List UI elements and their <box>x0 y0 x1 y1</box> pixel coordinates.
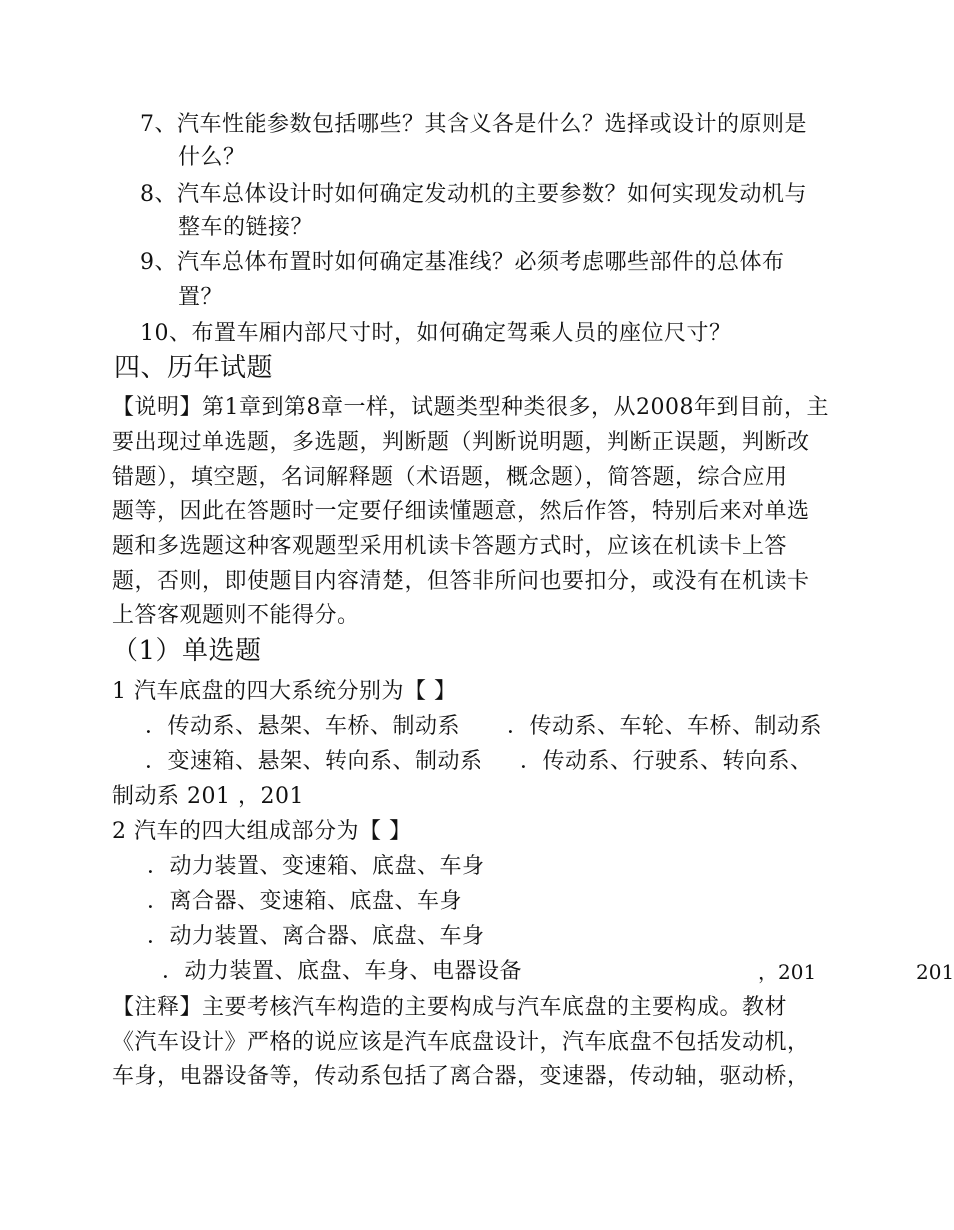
question-7-line-2: 什么？ <box>178 145 246 170</box>
explanation-line-4: 题等，因此在答题时一定要仔细读懂题意，然后作答，特别后来对单选 <box>112 499 810 524</box>
q1-tail: 制动系 201 ，201 <box>112 784 304 809</box>
q2-year-1: ，201 <box>758 960 817 984</box>
explanation-line-3: 错题），填空题，名词解释题（术语题，概念题），简答题，综合应用 <box>112 465 788 490</box>
note-line-2: 《汽车设计》严格的说应该是汽车底盘设计，汽车底盘不包括发动机， <box>112 1030 810 1055</box>
note-line-1: 【注释】主要考核汽车构造的主要构成与汽车底盘的主要构成。教材 <box>112 995 788 1020</box>
subsection-title: （1）单选题 <box>112 636 262 666</box>
question-7-line-1: 7、汽车性能参数包括哪些？其含义各是什么？选择或设计的原则是 <box>140 112 807 137</box>
q1-option-b: ．传动系、车轮、车桥、制动系 <box>507 714 823 739</box>
q1-stem: 1 汽车底盘的四大系统分别为【 】 <box>112 679 457 704</box>
explanation-line-2: 要出现过单选题，多选题，判断题（判断说明题，判断正误题，判断改 <box>112 430 810 455</box>
q2-option-b: ．离合器、变速箱、底盘、车身 <box>147 889 463 914</box>
question-8-line-1: 8、汽车总体设计时如何确定发动机的主要参数？如何实现发动机与 <box>140 182 807 207</box>
q1-option-c: ．变速箱、悬架、转向系、制动系 <box>145 749 483 774</box>
question-8-line-2: 整车的链接？ <box>178 215 314 240</box>
explanation-line-1: 【说明】第1章到第8章一样，试题类型种类很多，从2008年到目前，主 <box>112 395 829 420</box>
q2-option-c: ．动力装置、离合器、底盘、车身 <box>147 924 485 949</box>
section-title: 四、历年试题 <box>114 353 274 383</box>
note-line-3: 车身，电器设备等，传动系包括了离合器，变速器，传动轴，驱动桥， <box>112 1064 810 1089</box>
q2-year-2: 201 <box>916 960 954 984</box>
q2-stem: 2 汽车的四大组成部分为【 】 <box>112 819 412 844</box>
q1-option-a: ．传动系、悬架、车桥、制动系 <box>145 714 461 739</box>
explanation-line-7: 上答客观题则不能得分。 <box>112 603 360 628</box>
q1-option-d: ．传动系、行驶系、转向系、 <box>520 749 813 774</box>
q2-option-a: ．动力装置、变速箱、底盘、车身 <box>147 854 485 879</box>
explanation-line-6: 题，否则，即使题目内容清楚，但答非所问也要扣分，或没有在机读卡 <box>112 569 810 594</box>
question-10: 10、布置车厢内部尺寸时，如何确定驾乘人员的座位尺寸？ <box>140 321 732 346</box>
question-9-line-2: 置？ <box>178 285 224 310</box>
q2-option-d: ．动力装置、底盘、车身、电器设备 <box>162 959 523 984</box>
question-9-line-1: 9、汽车总体布置时如何确定基准线？必须考虑哪些部件的总体布 <box>140 250 785 275</box>
explanation-line-5: 题和多选题这种客观题型采用机读卡答题方式时，应该在机读卡上答 <box>112 534 788 559</box>
